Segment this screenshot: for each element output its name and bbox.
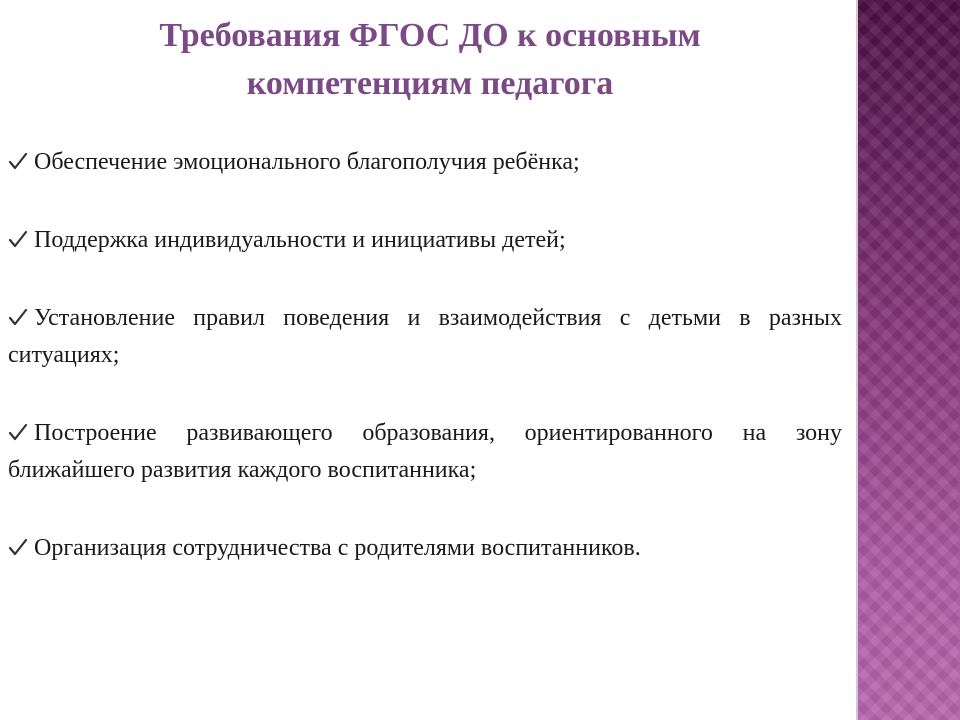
list-item-text: Организация сотрудничества с родителями воспитанников.: [34, 535, 641, 561]
list-item-text: Построение развивающего образования, ориентированного на зону ближайшего развития каждого воспитанника;: [8, 420, 842, 483]
list-item: [8, 144, 842, 181]
list-item-text: Установление правил поведения и взаимодействия с детьми в разных ситуациях;: [8, 305, 842, 368]
decorative-side-band: [856, 0, 960, 720]
list-item-text: Поддержка индивидуальности и инициативы детей;: [34, 227, 566, 253]
checkmark-icon: [8, 151, 28, 171]
list-item: [8, 222, 842, 259]
title-line-1: Требования ФГОС ДО к основным: [159, 17, 701, 54]
list-item: [8, 415, 842, 489]
list-item: [8, 300, 842, 374]
list-item: [8, 530, 842, 567]
checkmark-icon: [8, 422, 28, 442]
title-line-2: компетенциям педагога: [246, 65, 614, 102]
checkmark-icon: [8, 229, 28, 249]
checkmark-icon: [8, 537, 28, 557]
list-item-text: Обеспечение эмоционального благополучия ребёнка;: [34, 149, 580, 175]
checkmark-icon: [8, 307, 28, 327]
slide-title: [20, 12, 840, 108]
competency-list: [8, 144, 842, 567]
